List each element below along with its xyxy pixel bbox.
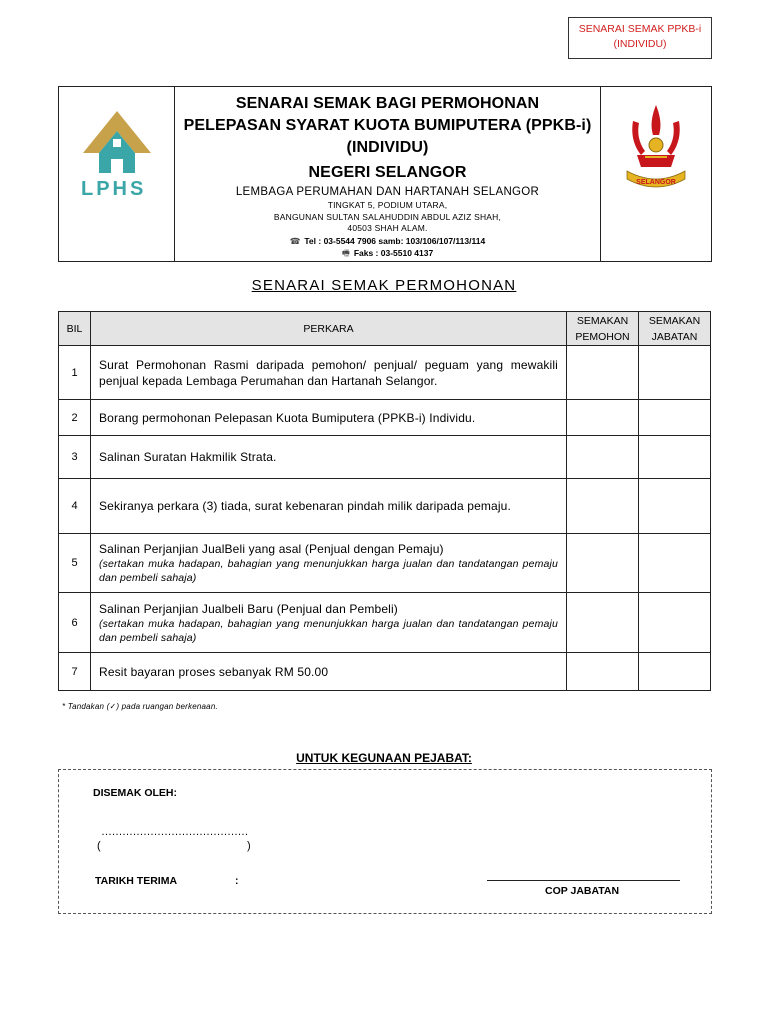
applicant-check-cell[interactable] [567,653,639,691]
checked-by-label: DISEMAK OLEH: [93,787,177,799]
selangor-crest-cell [600,87,711,261]
row-item-text: Borang permohonan Pelepasan Kuota Bumiputera (PPKB-i) Individu. [99,410,476,425]
row-item [91,653,567,691]
table-row [59,436,711,479]
phone-text: Tel : 03-5544 7906 samb: 103/106/107/113/114 [304,235,486,246]
row-item-text: Salinan Suratan Hakmilik Strata. [99,450,277,464]
applicant-check-cell[interactable] [567,534,639,593]
crest-banner-text: SELANGOR [636,179,676,186]
header-semakan-pemohon-line2: PEMOHON [575,330,630,343]
applicant-check-cell[interactable] [567,479,639,534]
row-number: 5 [59,534,91,593]
fax-text: Faks : 03-5510 4137 [353,247,434,258]
table-row [59,534,711,593]
row-item-text: Resit bayaran proses sebanyak RM 50.00 [99,664,329,679]
department-check-cell[interactable] [639,534,711,593]
row-number: 7 [59,653,91,691]
section-title: SENARAI SEMAK PERMOHONAN [251,277,517,294]
department-check-cell[interactable] [639,479,711,534]
office-use-title: UNTUK KEGUNAAN PEJABAT: [296,751,472,765]
row-number: 6 [59,593,91,653]
table-row [59,653,711,691]
row-item [91,593,567,653]
row-item-text: Sekiranya perkara (3) tiada, surat kebenaran pindah milik daripada pemaju. [99,499,511,513]
name-paren-close: ) [247,840,251,852]
signature-line[interactable]: …………………………………… [101,826,248,838]
department-check-cell[interactable] [639,346,711,400]
address-line2: BANGUNAN SULTAN SALAHUDDIN ABDUL AZIZ SHAH, [273,211,502,222]
organization-name: LEMBAGA PERUMAHAN DAN HARTANAH SELANGOR [235,186,540,198]
header-semakan-jabatan [639,312,711,346]
header-semakan-jabatan-line1: SEMAKAN [648,314,701,327]
table-row [59,479,711,534]
phone-icon: ☎ [289,235,301,246]
row-number: 4 [59,479,91,534]
date-received-label: TARIKH TERIMA [95,875,178,887]
header-semakan-jabatan-line2: JABATAN [651,330,698,343]
phone-line [175,235,600,247]
row-item [91,534,567,593]
stamp-line [487,880,680,881]
letterhead-text [175,87,600,261]
document-tag-line2: (INDIVIDU) [613,38,667,50]
row-item [91,400,567,436]
row-item-text: Surat Permohonan Rasmi daripada pemohon/ penjual/ peguam yang mewakili penjual kepada Lembaga Perumahan dan Hartanah Selangor. [99,357,558,388]
selangor-crest-icon [619,101,693,201]
department-check-cell[interactable] [639,593,711,653]
fax-line [175,247,600,259]
address-line1: TINGKAT 5, PODIUM UTARA, [327,200,448,210]
form-title-line3: (INDIVIDU) [346,139,429,156]
document-tag-line1: SENARAI SEMAK PPKB-i [578,23,702,35]
row-item [91,436,567,479]
lphs-logo-icon [75,109,159,177]
lphs-logo-cell [59,87,175,261]
table-row [59,593,711,653]
row-item-note: (sertakan muka hadapan, bahagian yang menunjukkan harga jualan dan tandatangan pemaju dan pembeli sahaja) [99,617,558,644]
address-line3: 40503 SHAH ALAM. [347,223,428,233]
row-item-text: Salinan Perjanjian Jualbeli Baru (Penjual dan Pembeli) [99,601,398,616]
applicant-check-cell[interactable] [567,346,639,400]
header-semakan-pemohon-line1: SEMAKAN [576,314,629,327]
name-paren-open: ( [97,840,101,852]
fax-icon: 🖷 [341,247,350,258]
checklist-table [58,311,711,691]
lphs-logo-text: LPHS [81,178,147,200]
form-title-line2: PELEPASAN SYARAT KUOTA BUMIPUTERA (PPKB-i) [183,117,592,134]
applicant-check-cell[interactable] [567,436,639,479]
header-perkara: PERKARA [91,312,567,346]
department-check-cell[interactable] [639,653,711,691]
row-item [91,346,567,400]
applicant-check-cell[interactable] [567,593,639,653]
applicant-check-cell[interactable] [567,400,639,436]
header-semakan-pemohon [567,312,639,346]
department-check-cell[interactable] [639,400,711,436]
row-item [91,479,567,534]
letterhead [58,86,712,262]
row-number: 1 [59,346,91,400]
department-stamp-label: COP JABATAN [545,885,620,897]
table-row [59,346,711,400]
footnote: * Tandakan (✓) pada ruangan berkenaan. [62,702,218,711]
row-item-note: (sertakan muka hadapan, bahagian yang menunjukkan harga jualan dan tandatangan pemaju dan pembeli sahaja) [99,558,558,584]
row-number: 2 [59,400,91,436]
department-check-cell[interactable] [639,436,711,479]
row-number: 3 [59,436,91,479]
row-item-text: Salinan Perjanjian JualBeli yang asal (Penjual dengan Pemaju) [99,542,444,556]
region-title: NEGERI SELANGOR [308,164,467,181]
form-title-line1: SENARAI SEMAK BAGI PERMOHONAN [235,95,540,112]
document-tag [568,17,712,59]
office-use-box [58,769,712,914]
table-row [59,400,711,436]
header-bil: BIL [59,312,91,346]
date-received-colon: : [235,875,239,887]
table-header-row [59,312,711,346]
